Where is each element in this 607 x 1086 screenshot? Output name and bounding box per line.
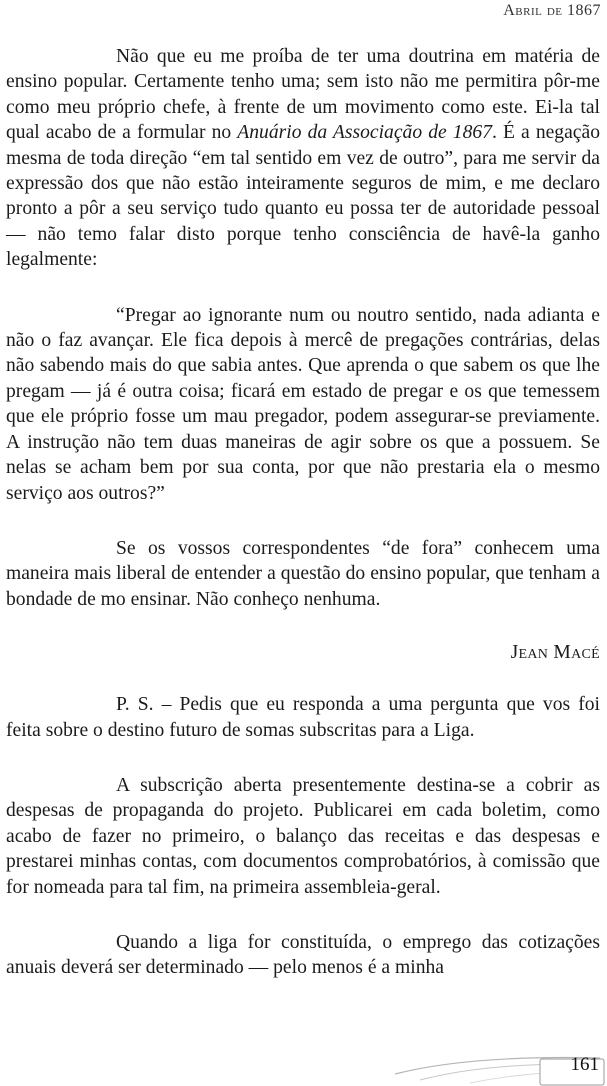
paragraph-league: Quando a liga for constituída, o emprego das cotizações anuais deverá ser determinado — pelo menos é a minha <box>6 931 600 979</box>
yearbook-title: Anuário da Associação de 1867 <box>237 122 492 144</box>
footer-ornament <box>0 1036 607 1086</box>
paragraph-doctrine <box>6 44 600 273</box>
paragraph-doctrine-text-b: . É a negação mesma de toda direção “em tal sentido em vez de outro”, para me servir da expressão dos que não estão inteiramente seguros de mim, e me declaro pronto a pôr a seu serviço tudo quanto eu possa ter de autoridade pessoal — não temo falar disto porque tenho consciência de havê-la ganho legalmente: <box>6 122 600 271</box>
paragraph-postscript: P. S. – Pedis que eu responda a uma pergunta que vos foi feita sobre o destino futuro de somas subscritas para a Liga. <box>6 694 600 741</box>
running-header: Abril de 1867 <box>503 2 601 19</box>
paragraph-quotation: “Pregar ao ignorante num ou noutro sentido, nada adianta e não o faz avançar. Ele fica depois à mercê de pregações contrárias, delas não sabendo mais do que sabia antes. Que aprenda o que sabem os que lhe pregam — já é outra coisa; ficará em estado de pregar e os que temessem que ele próprio fosse um mau pregador, podem assegurar-se previamente. A instrução não tem duas maneiras de agir sobre os que a possuem. Se nelas se acham bem por sua conta, por que não prestaria ela o mesmo serviço aos outros?” <box>6 304 600 504</box>
page-body <box>6 44 600 981</box>
page-number: 161 <box>570 1054 599 1075</box>
author-signature: Jean Macé <box>510 642 600 664</box>
paragraph-subscription: A subscrição aberta presentemente destina-se a cobrir as despesas de propaganda do projeto. Publicarei em cada boletim, como acabo de fazer no primeiro, o balanço das receitas e das despesas e prestarei minhas contas, com documentos comprobatórios, à comissão que for nomeada para tal fim, na primeira assembleia-geral. <box>6 774 600 898</box>
paragraph-doctrine-text-a: Não que eu me proíba de ter uma doutrina em matéria de ensino popular. Certamente tenho uma; sem isto não me permitira pôr-me como meu próprio chefe, à frente de um movimento como este. Ei-la tal qual acabo de a formular no <box>6 46 600 144</box>
paragraph-correspondents: Se os vossos correspondentes “de fora” conhecem uma maneira mais liberal de entender a questão do ensino popular, que tenham a bondade de mo ensinar. Não conheço nenhuma. <box>6 537 600 610</box>
page-footer <box>0 1036 607 1086</box>
